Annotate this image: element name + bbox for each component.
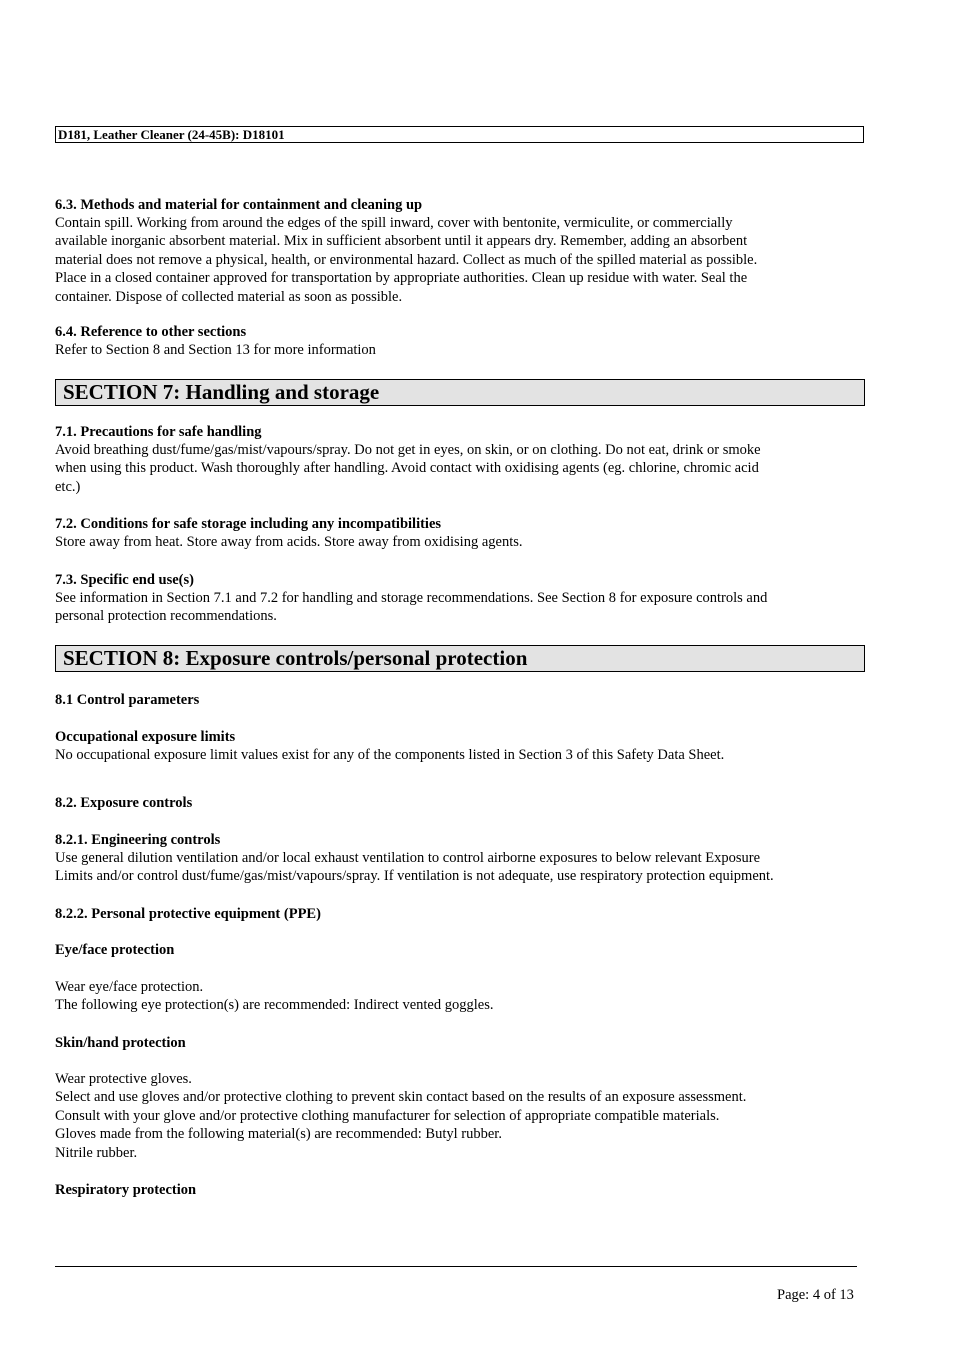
text-line: Limits and/or control dust/fume/gas/mist/vapours/spray. If ventilation is not adequate, use respiratory protection equipment. [55, 868, 774, 885]
text-line: Wear protective gloves. [55, 1071, 192, 1087]
section-7-title: SECTION 7: Handling and storage [55, 379, 865, 406]
text-6-3 [55, 214, 757, 306]
text-7-2: Store away from heat. Store away from acids. Store away from oxidising agents. [55, 534, 523, 550]
text-line: available inorganic absorbent material. Mix in sufficient absorbent until it appears dry. Remember, adding an absorbent [55, 233, 748, 250]
heading-7-1: 7.1. Precautions for safe handling [55, 424, 262, 440]
text-line: Avoid breathing dust/fume/gas/mist/vapours/spray. Do not get in eyes, on skin, or on clothing. Do not eat, drink or smoke [55, 442, 761, 458]
heading-6-4: 6.4. Reference to other sections [55, 324, 247, 340]
heading-8-2: 8.2. Exposure controls [55, 795, 193, 811]
heading-occupational-exposure-limits: Occupational exposure limits [55, 729, 236, 745]
text-line: container. Dispose of collected material as soon as possible. [55, 288, 403, 305]
text-line: material does not remove a physical, health, or environmental hazard. Collect as much of the spilled material as possible. [55, 251, 758, 268]
text-line: Select and use gloves and/or protective clothing to prevent skin contact based on the results of an exposure assessment. [55, 1089, 747, 1106]
text-line: etc.) [55, 478, 81, 495]
heading-7-3: 7.3. Specific end use(s) [55, 572, 194, 588]
text-occupational-exposure-limits: No occupational exposure limit values exist for any of the components listed in Section 3 of this Safety Data Sheet. [55, 747, 725, 763]
text-line: Place in a closed container approved for transportation by appropriate authorities. Clean up residue with water. Seal the [55, 270, 748, 287]
heading-8-1: 8.1 Control parameters [55, 692, 200, 708]
heading-8-2-2: 8.2.2. Personal protective equipment (PPE) [55, 906, 321, 922]
heading-7-2: 7.2. Conditions for safe storage including any incompatibilities [55, 516, 442, 532]
text-6-4: Refer to Section 8 and Section 13 for more information [55, 342, 376, 358]
text-7-3 [55, 589, 767, 626]
heading-eye-face-protection: Eye/face protection [55, 942, 175, 958]
heading-respiratory-protection: Respiratory protection [55, 1182, 197, 1198]
text-line: Gloves made from the following material(s) are recommended: Butyl rubber. [55, 1126, 502, 1143]
page-number: Page: 4 of 13 [777, 1287, 854, 1303]
document-header [55, 126, 864, 143]
text-line: See information in Section 7.1 and 7.2 for handling and storage recommendations. See Section 8 for exposure controls and [55, 590, 768, 606]
text-line: The following eye protection(s) are recommended: Indirect vented goggles. [55, 997, 494, 1014]
text-eye-face-protection [55, 978, 493, 1015]
section-8-title: SECTION 8: Exposure controls/personal protection [55, 645, 865, 672]
text-line: Wear eye/face protection. [55, 979, 204, 995]
product-identifier: D181, Leather Cleaner (24-45B): D18101 [58, 127, 285, 142]
text-line: Contain spill. Working from around the edges of the spill inward, cover with bentonite, vermiculite, or commercially [55, 215, 733, 231]
heading-skin-hand-protection: Skin/hand protection [55, 1035, 186, 1051]
text-7-1 [55, 441, 761, 496]
text-skin-hand-protection [55, 1070, 746, 1162]
text-line: Use general dilution ventilation and/or local exhaust ventilation to control airborne exposures to below relevant Exposure [55, 850, 761, 866]
footer-divider [55, 1266, 857, 1267]
text-line: Nitrile rubber. [55, 1144, 138, 1161]
heading-6-3: 6.3. Methods and material for containment and cleaning up [55, 197, 423, 213]
text-8-2-1 [55, 849, 774, 886]
text-line: personal protection recommendations. [55, 608, 277, 625]
text-line: Consult with your glove and/or protective clothing manufacturer for selection of appropriate compatible materials. [55, 1107, 720, 1124]
heading-8-2-1: 8.2.1. Engineering controls [55, 832, 221, 848]
text-line: when using this product. Wash thoroughly after handling. Avoid contact with oxidising agents (eg. chlorine, chromic acid [55, 460, 759, 477]
